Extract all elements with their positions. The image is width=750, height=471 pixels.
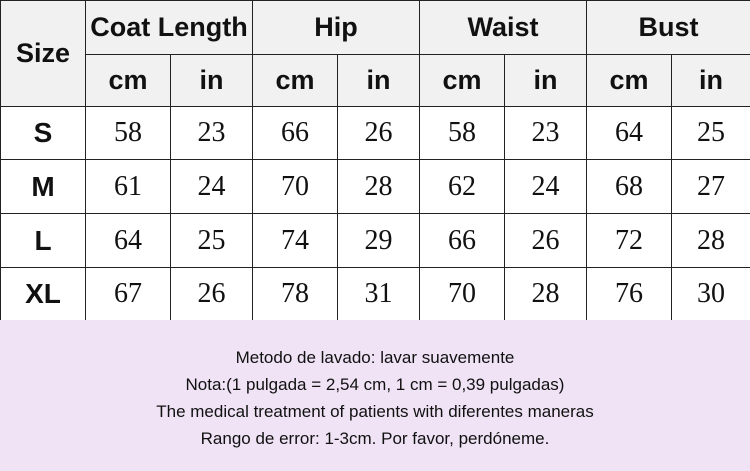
- table-cell: 64: [587, 107, 672, 160]
- table-cell: 28: [672, 214, 750, 268]
- table-cell: 23: [505, 107, 587, 160]
- waist-header: Waist: [420, 1, 587, 55]
- table-cell: 64: [86, 214, 171, 268]
- table-cell: 23: [171, 107, 253, 160]
- table-cell: 27: [672, 160, 750, 214]
- table-cell: 66: [253, 107, 338, 160]
- table-cell: 72: [587, 214, 672, 268]
- unit-header: cm: [253, 55, 338, 107]
- table-row: [1, 268, 750, 321]
- size-label: L: [1, 214, 86, 268]
- table-cell: 67: [86, 268, 171, 321]
- unit-header: in: [171, 55, 253, 107]
- washing-method-note: Metodo de lavado: lavar suavemente: [235, 347, 515, 367]
- table-cell: 74: [253, 214, 338, 268]
- table-cell: 24: [505, 160, 587, 214]
- hip-header: Hip: [253, 1, 420, 55]
- unit-header: in: [505, 55, 587, 107]
- table-cell: 25: [672, 107, 750, 160]
- table-cell: 58: [420, 107, 505, 160]
- size-label: S: [1, 107, 86, 160]
- table-cell: 76: [587, 268, 672, 321]
- unit-header: in: [672, 55, 750, 107]
- table-cell: 30: [672, 268, 750, 321]
- table-cell: 61: [86, 160, 171, 214]
- table-cell: 78: [253, 268, 338, 321]
- table-cell: 31: [338, 268, 420, 321]
- table-cell: 25: [171, 214, 253, 268]
- conversion-note: Nota:(1 pulgada = 2,54 cm, 1 cm = 0,39 pulgadas): [185, 374, 565, 394]
- table-cell: 70: [253, 160, 338, 214]
- group-header-row: [1, 1, 750, 55]
- table-cell: 70: [420, 268, 505, 321]
- size-column-header: Size: [1, 1, 86, 107]
- error-range-note: Rango de error: 1-3cm. Por favor, perdóneme.: [200, 428, 550, 448]
- table-cell: 24: [171, 160, 253, 214]
- unit-header: cm: [420, 55, 505, 107]
- table-row: [1, 107, 750, 160]
- table-cell: 28: [505, 268, 587, 321]
- table-cell: 62: [420, 160, 505, 214]
- table-cell: 26: [338, 107, 420, 160]
- table-cell: 68: [587, 160, 672, 214]
- table-row: [1, 160, 750, 214]
- size-label: XL: [1, 268, 86, 321]
- table-cell: 28: [338, 160, 420, 214]
- table-cell: 66: [420, 214, 505, 268]
- unit-header-row: [1, 55, 750, 107]
- treatment-note: The medical treatment of patients with diferentes maneras: [156, 401, 594, 421]
- bust-header: Bust: [587, 1, 750, 55]
- unit-header: cm: [86, 55, 171, 107]
- size-label: M: [1, 160, 86, 214]
- coat-length-header: Coat Length: [86, 1, 253, 55]
- table-cell: 58: [86, 107, 171, 160]
- unit-header: in: [338, 55, 420, 107]
- table-row: [1, 214, 750, 268]
- unit-header: cm: [587, 55, 672, 107]
- notes-panel: [0, 320, 750, 471]
- table-cell: 26: [505, 214, 587, 268]
- table-cell: 26: [171, 268, 253, 321]
- table-cell: 29: [338, 214, 420, 268]
